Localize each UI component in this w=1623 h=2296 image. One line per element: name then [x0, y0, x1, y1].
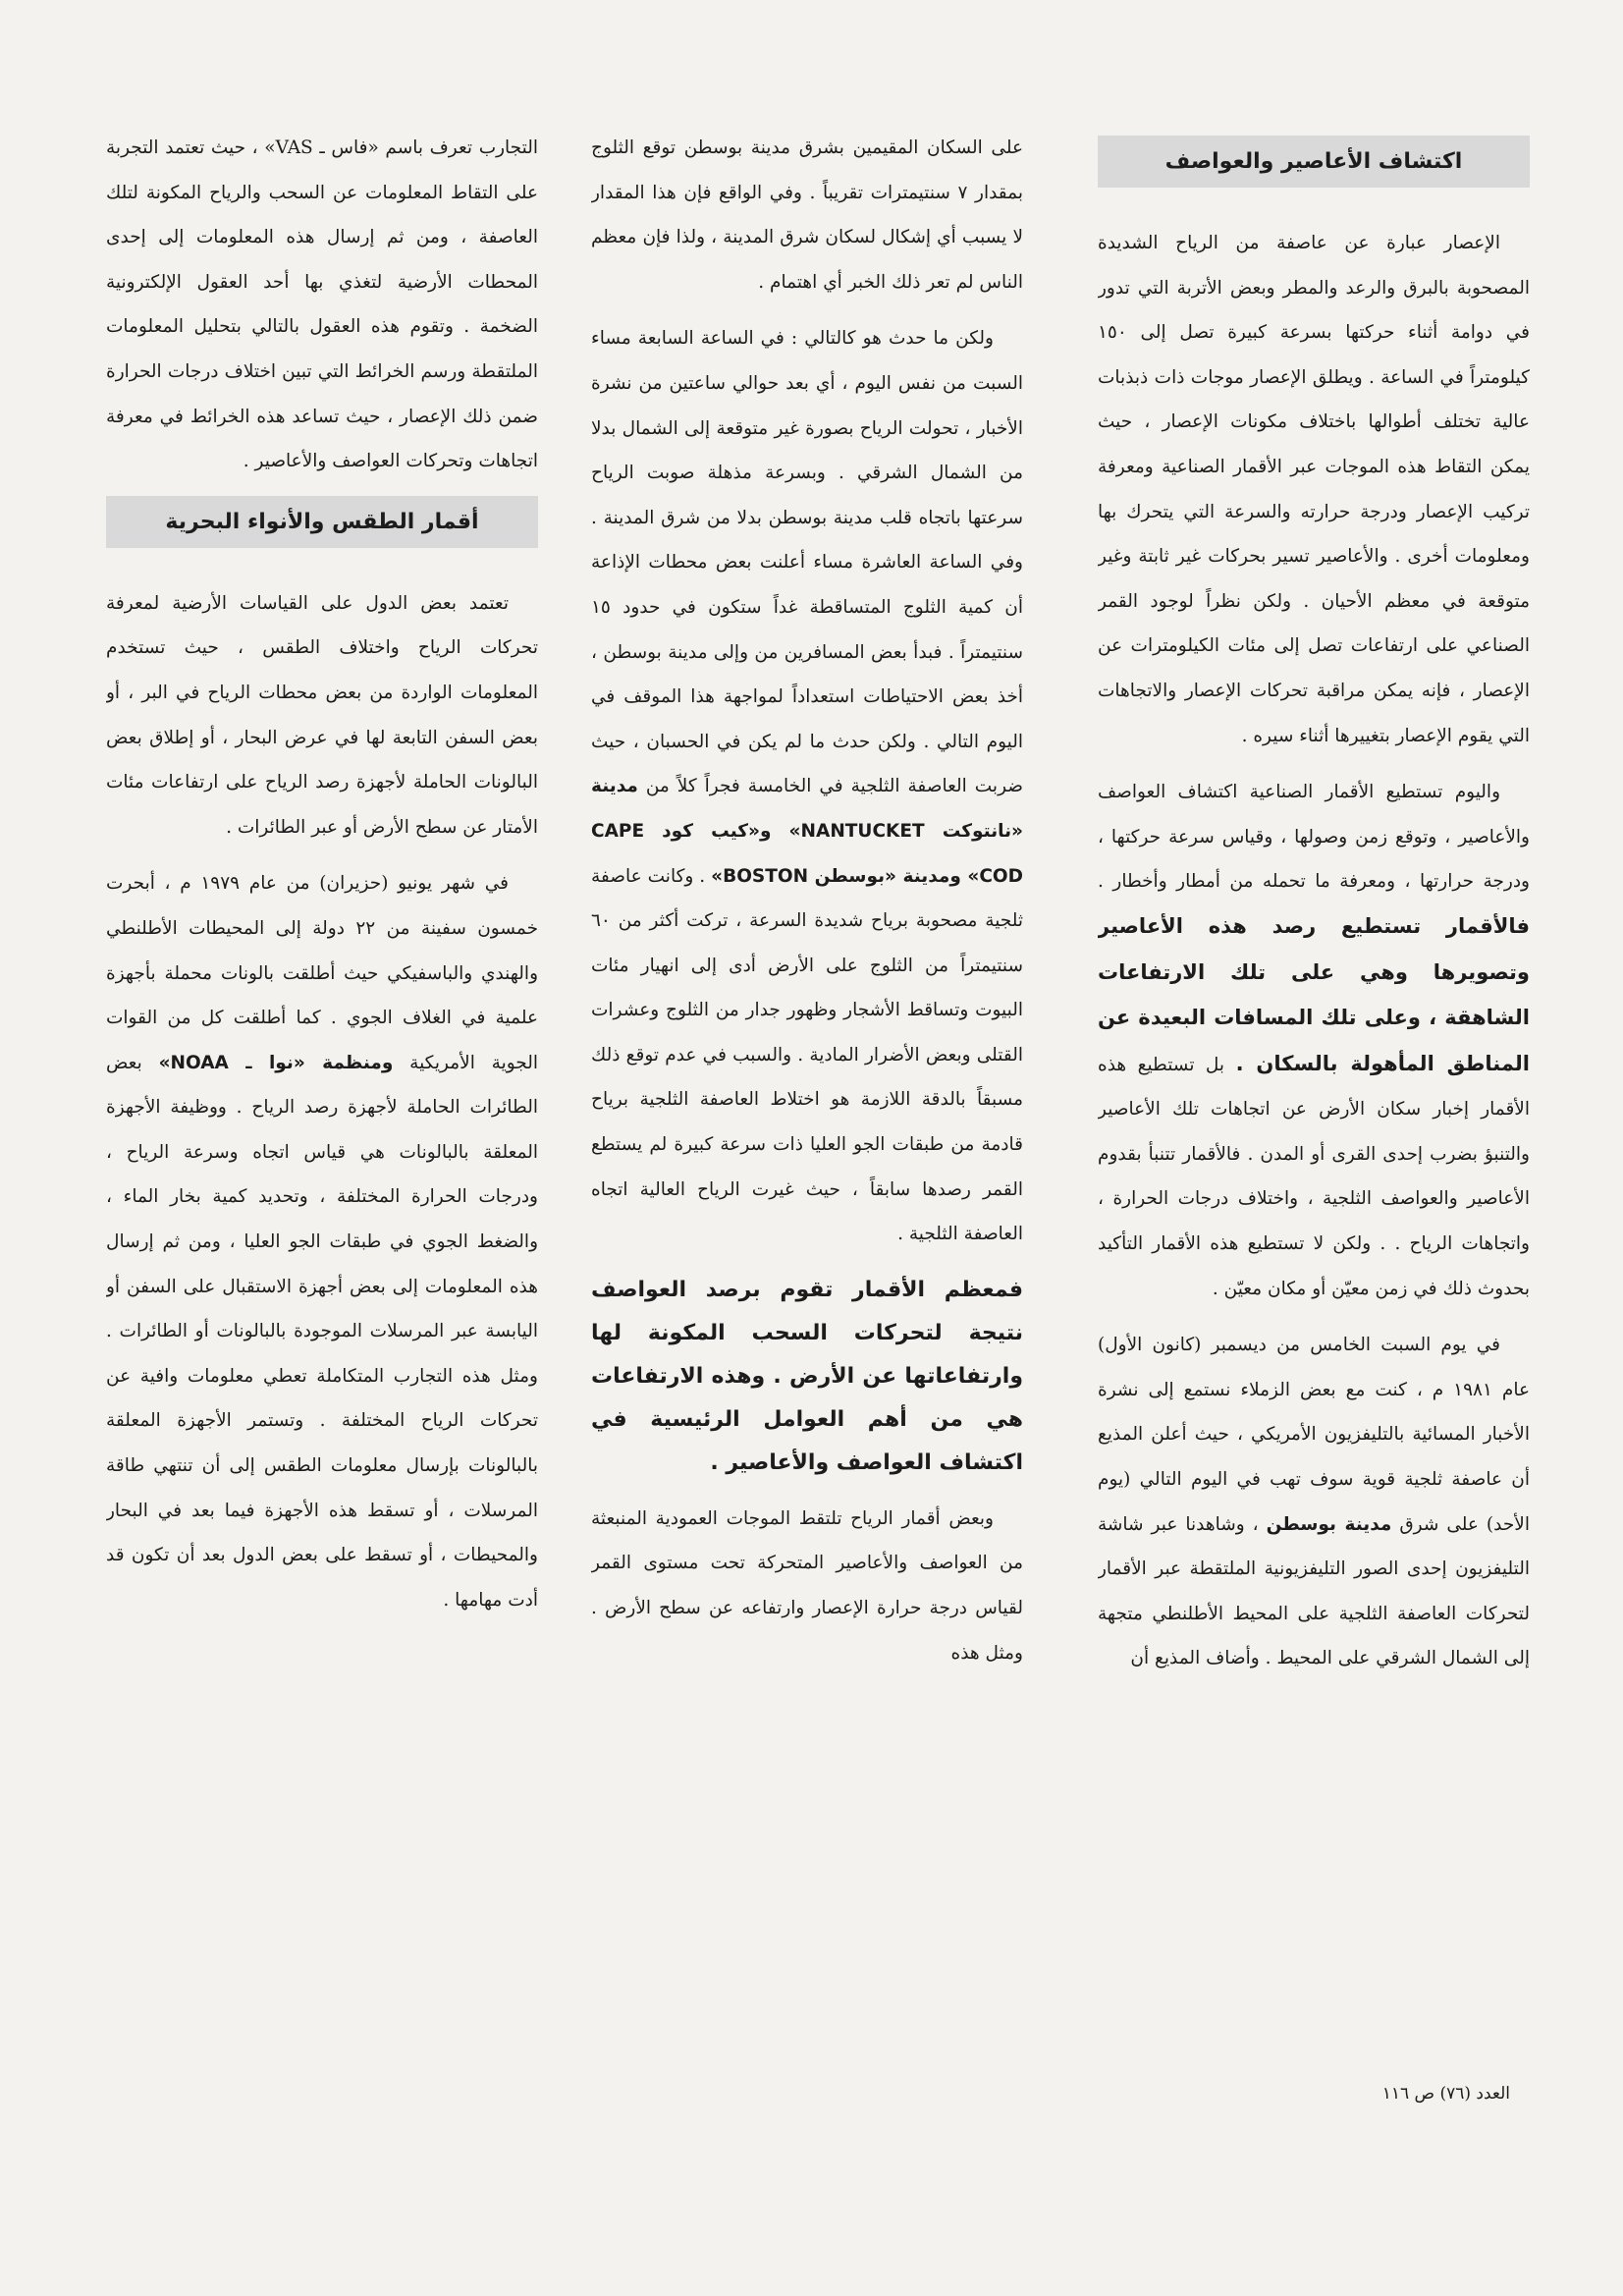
- paragraph: [591, 316, 1023, 1256]
- paragraph: وبعض أقمار الرياح تلتقط الموجات العمودية المنبعثة من العواصف والأعاصير المتحركة تحت مستوى القمر لقياس درجة حرارة الإعصار وارتفاعه عن سطح الأرض . ومثل هذه: [591, 1507, 1023, 1664]
- paragraph: [106, 861, 538, 1622]
- paragraph-text: واليوم تستطيع الأقمار الصناعية اكتشاف العواصف والأعاصير ، وتوقع زمن وصولها ، وقياس سرعة حركتها ، ودرجة حرارتها ، ومعرفة ما تحمله من أمطار وأخطار .: [1098, 782, 1530, 893]
- paragraph-text: . وكانت عاصفة ثلجية مصحوبة برياح شديدة السرعة ، تركت أكثر من ٦٠ سنتيمتراً من الثلوج على الأرض أدى إلى انهيار مئات البيوت وتساقط الأشجار وظهور جدار من الثلوج وعشرات القتلى وبعض الأضرار المادية . والسبب في عدم توقع ذلك مسبقاً بالدقة اللازمة هو اختلاط العاصفة الثلجية برياح قادمة من طبقات الجو العليا ذات سرعة كبيرة لم يستطع القمر رصدها سابقاً ، حيث غيرت الرياح العالية اتجاه العاصفة الثلجية .: [591, 865, 1023, 1245]
- paragraph-text: في يوم السبت الخامس من ديسمبر (كانون الأول) عام ١٩٨١ م ، كنت مع بعض الزملاء نستمع إلى نشرة الأخبار المسائية بالتليفزيون الأمريكي ، حيث أعلن المذيع أن عاصفة ثلجية قوية سوف تهب في اليوم التالي (يوم الأحد) على شرق: [1098, 1335, 1530, 1535]
- section-heading-hurricanes: اكتشاف الأعاصير والعواصف: [1098, 136, 1530, 188]
- right-column: [1098, 126, 1530, 2050]
- paragraph-text: ولكن ما حدث هو كالتالي : في الساعة السابعة مساء السبت من نفس اليوم ، أي بعد حوالي ساعتين من نشرة الأخبار ، تحولت الرياح بصورة غير متوقعة إلى الشمال بدلا من الشمال الشرقي . وبسرعة مذهلة صوبت الرياح سرعتها باتجاه قلب مدينة بوسطن بدلا من شرق المدينة . وفي الساعة العاشرة مساء أعلنت بعض محطات الإذاعة أن كمية الثلوج المتساقطة غداً ستكون في حدود ١٥ سنتيمتراً . فبدأ بعض المسافرين من وإلى مدينة بوسطن ، أخذ بعض الاحتياطات استعداداً لمواجهة هذا الموقف في اليوم التالي . ولكن حدث ما لم يكن في الحسبان ، حيث ضربت العاصفة الثلجية في الخامسة فجراً كلاً من: [591, 328, 1023, 797]
- paragraph: تعتمد بعض الدول على القياسات الأرضية لمعرفة تحركات الرياح واختلاف الطقس ، حيث تستخدم المعلومات الواردة من بعض محطات الرياح في البر ، أو بعض السفن التابعة لها في عرض البحار ، أو إطلاق بعض البالونات الحاملة لأجهزة رصد الرياح على ارتفاعات مئات الأمتار عن سطح الأرض أو عبر الطائرات .: [106, 592, 538, 838]
- bold-highlight: ومنظمة «نوا ـ NOAA»: [158, 1052, 394, 1073]
- left-column: [106, 126, 538, 2050]
- paragraph: التجارب تعرف باسم «فاس ـ VAS» ، حيث تعتمد التجربة على التقاط المعلومات عن السحب والرياح المكونة لتلك العاصفة ، ومن ثم إرسال هذه المعلومات إلى إحدى المحطات الأرضية لتغذي بها أحد العقول الإلكترونية الضخمة . وتقوم هذه العقول بالتالي بتحليل المعلومات الملتقطة ورسم الخرائط التي تبين اختلاف درجات الحرارة ضمن ذلك الإعصار ، حيث تساعد هذه الخرائط في معرفة اتجاهات وتحركات العواصف والأعاصير .: [106, 137, 538, 472]
- paragraph: [1098, 770, 1530, 1311]
- bold-highlight: مدينة «نانتوكت NANTUCKET» و«كيب كود CAPE COD» ومدينة «بوسطن BOSTON»: [591, 776, 1023, 887]
- paragraph: الإعصار عبارة عن عاصفة من الرياح الشديدة المصحوبة بالبرق والرعد والمطر وبعض الأتربة التي تدور في دوامة أثناء حركتها بسرعة كبيرة تصل إلى ١٥٠ كيلومتراً في الساعة . ويطلق الإعصار موجات ذات ذبذبات عالية تختلف أطوالها باختلاف مكونات الإعصار ، حيث يمكن التقاط هذه الموجات عبر الأقمار الصناعية ومعرفة تركيب الإعصار ودرجة حرارته والسرعة التي يتحرك بها ومعلومات أخرى . والأعاصير تسير بحركات غير ثابتة وغير متوقعة في معظم الأحيان . ولكن نظراً لوجود القمر الصناعي على ارتفاعات تصل إلى مئات الكيلومترات عن الإعصار ، فإنه يمكن مراقبة تحركات الإعصار والاتجاهات التي يقوم الإعصار بتغييرها أثناء سيره .: [1098, 233, 1530, 746]
- bold-highlight: مدينة بوسطن: [1266, 1513, 1392, 1535]
- bold-highlight: فالأقمار تستطيع رصد هذه الأعاصير وتصويرها وهي على تلك الارتفاعات الشاهقة ، وعلى تلك المسافات البعيدة عن المناطق المأهولة بالسكان .: [1098, 913, 1530, 1075]
- paragraph-text: ، وشاهدنا عبر شاشة التليفزيون إحدى الصور التليفزيونية الملتقطة عبر الأقمار لتحركات العاصفة الثلجية على المحيط الأطلنطي متجهة إلى الشمال الشرقي على المحيط . وأضاف المذيع أن: [1098, 1513, 1530, 1669]
- paragraph-text: بل تستطيع هذه الأقمار إخبار سكان الأرض عن اتجاهات تلك الأعاصير والتنبؤ بضرب إحدى القرى أو المدن . فالأقمار تتنبأ بقدوم الأعاصير والعواصف الثلجية ، واختلاف درجات الحرارة ، واتجاهات الرياح . . ولكن لا تستطيع هذه الأقمار التأكيد بحدوث ذلك في زمن معيّن أو مكان معيّن .: [1098, 1054, 1530, 1299]
- paragraph-text: بعض الطائرات الحاملة لأجهزة رصد الرياح . ووظيفة الأجهزة المعلقة بالبالونات هي قياس اتجاه وسرعة الرياح ، ودرجات الحرارة المختلفة ، وتحديد كمية بخار الماء ، والضغط الجوي في طبقات الجو العليا ، ومن ثم إرسال هذه المعلومات إلى بعض أجهزة الاستقبال على السفن أو اليابسة عبر المرسلات الموجودة بالبالونات أو الطائرات . ومثل هذه التجارب المتكاملة تعطي معلومات وافية عن تحركات الرياح المختلفة . وتستمر الأجهزة المعلقة بالبالونات بإرسال معلومات الطقس إلى أن تنتهي طاقة المرسلات ، أو تسقط هذه الأجهزة فيما بعد في البحار والمحيطات ، أو تسقط على بعض الدول بعد أن تكون قد أدت مهامها .: [106, 1052, 538, 1611]
- page-footer: العدد (٧٦) ص ١١٦: [1381, 2084, 1510, 2104]
- middle-column: [591, 126, 1023, 2050]
- section-heading-weather-satellites: أقمار الطقس والأنواء البحرية: [106, 496, 538, 548]
- lead-paragraph: فمعظم الأقمار تقوم برصد العواصف نتيجة لتحركات السحب المكونة لها وارتفاعاتها عن الأرض . وهذه الارتفاعات هي من أهم العوامل الرئيسية في اكتشاف العواصف والأعاصير .: [591, 1277, 1023, 1475]
- paragraph: [1098, 1323, 1530, 1681]
- paragraph-text: في شهر يونيو (حزيران) من عام ١٩٧٩ م ، أبحرت خمسون سفينة من ٢٢ دولة إلى المحيطات الأطلنطي والهندي والباسفيكي حيث أطلقت بالونات محملة بأجهزة علمية في الغلاف الجوي . كما أطلقت كل من القوات الجوية الأمريكية: [106, 873, 538, 1073]
- paragraph: على السكان المقيمين بشرق مدينة بوسطن توقع الثلوج بمقدار ٧ سنتيمترات تقريباً . وفي الواقع فإن هذا المقدار لا يسبب أي إشكال لسكان شرق المدينة ، ولذا فإن معظم الناس لم تعر ذلك الخبر أي اهتمام .: [591, 137, 1023, 293]
